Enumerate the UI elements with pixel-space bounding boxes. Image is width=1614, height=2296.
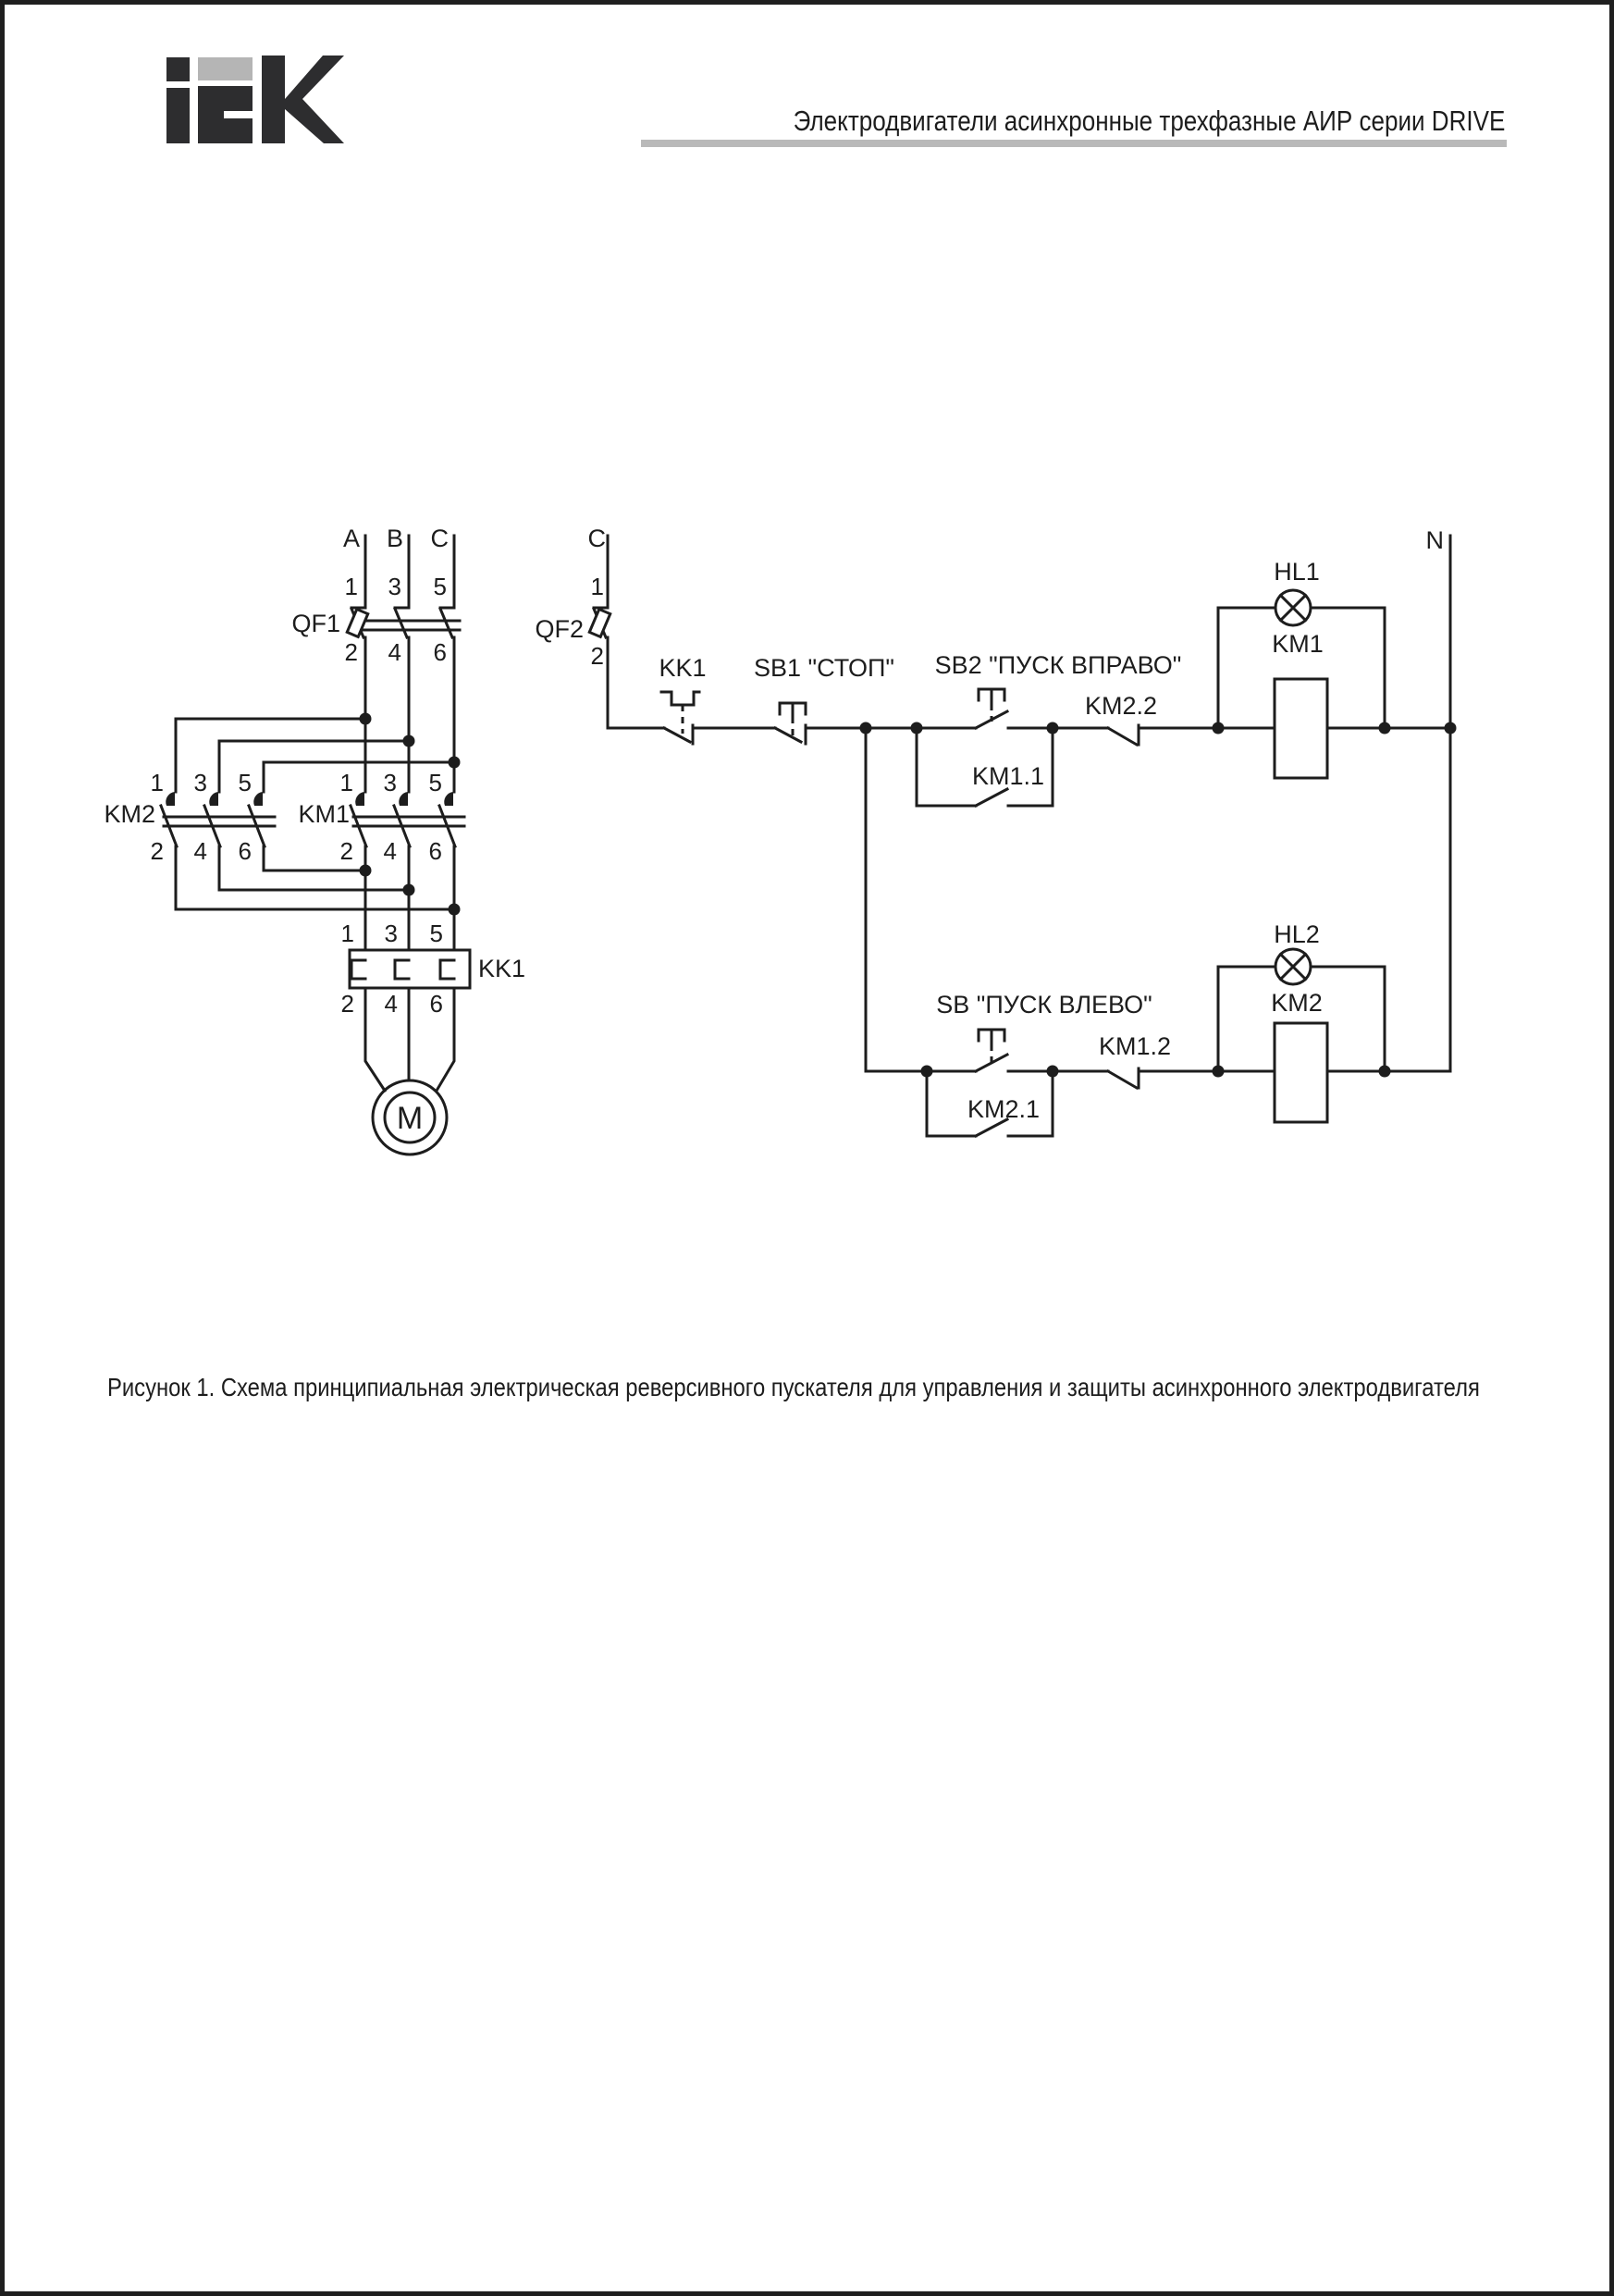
phase-c-label: C: [430, 525, 449, 552]
qf1-terminal-1: 1: [344, 573, 358, 600]
km2-1-label: KM2.1: [967, 1095, 1041, 1123]
qf1-terminal-4: 4: [388, 638, 401, 666]
phase-a-label: A: [342, 525, 360, 552]
control-phase-label: C: [587, 525, 606, 552]
logo-i-stem: [166, 88, 190, 143]
qf1-terminal-5: 5: [433, 573, 447, 600]
qf1-breaker: [291, 573, 460, 666]
km2-terminal-2: 2: [150, 837, 164, 865]
km2-contactor: [104, 769, 275, 909]
qf1-label: QF1: [291, 610, 340, 637]
logo-i-dot: [166, 57, 190, 81]
logo-k-arms: [285, 56, 344, 143]
sb1-stop-button: [754, 654, 894, 744]
km2-terminal-3: 3: [193, 769, 207, 796]
page-header-title: Электродвигатели асинхронные трехфазные АИР серии DRIVE: [793, 105, 1505, 137]
sb-left-label: SB "ПУСК ВЛЕВО": [936, 991, 1152, 1018]
qf2-trip-unit-box: [589, 610, 610, 637]
km2-coil: [1271, 989, 1327, 1122]
km1-label: KM1: [298, 800, 350, 828]
km2-terminal-6: 6: [238, 837, 252, 865]
phase-b-label: B: [386, 525, 403, 552]
qf2-breaker: [535, 525, 610, 728]
km1-terminal-5: 5: [428, 769, 442, 796]
figure-caption: Рисунок 1. Схема принципиальная электрическая реверсивного пускателя для управления и защиты асинхронного электродвигателя: [107, 1373, 1480, 1401]
km1-terminal-3: 3: [383, 769, 397, 796]
km1-terminal-4: 4: [383, 837, 397, 865]
kk1-terminal-3: 3: [384, 920, 398, 947]
kk1-thermal-relay: [341, 920, 526, 1018]
sb1-label: SB1 "СТОП": [754, 654, 894, 682]
hl1-label: HL1: [1274, 558, 1320, 586]
km2-terminal-1: 1: [150, 769, 164, 796]
power-circuit: [104, 525, 525, 1154]
motor-label: M: [396, 1101, 424, 1136]
km2-1-holding-contact: [927, 1071, 1053, 1136]
km2-label: KM2: [104, 800, 155, 828]
kk1-terminal-2: 2: [340, 990, 354, 1018]
km1-terminal-6: 6: [428, 837, 442, 865]
neutral-line: [1426, 526, 1451, 1071]
kk1-contact-label: KK1: [659, 654, 707, 682]
qf1-trip-unit-box: [347, 610, 368, 637]
km1-terminal-2: 2: [339, 837, 353, 865]
km1-terminal-1: 1: [339, 769, 353, 796]
km1-2-interlock-contact: [1099, 1032, 1171, 1088]
kk1-terminal-1: 1: [340, 920, 354, 947]
qf1-terminal-6: 6: [433, 638, 447, 666]
km2-terminal-5: 5: [238, 769, 252, 796]
qf1-terminal-3: 3: [388, 573, 401, 600]
kk1-terminal-4: 4: [384, 990, 398, 1018]
km2-terminal-4: 4: [193, 837, 207, 865]
neutral-label: N: [1425, 526, 1444, 554]
logo-k-stem: [262, 56, 285, 143]
kk1-nc-contact: [659, 654, 706, 744]
km2-coil-label: KM2: [1271, 989, 1323, 1017]
kk1-terminal-6: 6: [429, 990, 443, 1018]
km2-feed-wiring: [176, 713, 461, 793]
logo-e-top-bar: [198, 57, 253, 80]
iek-logo: [166, 56, 344, 143]
control-circuit: [535, 525, 1456, 1136]
qf2-label: QF2: [535, 615, 584, 643]
kk1-label: KK1: [478, 955, 526, 982]
qf2-terminal-1: 1: [590, 573, 604, 600]
header-divider: [641, 140, 1507, 147]
km2-2-label: KM2.2: [1084, 692, 1158, 720]
km1-1-holding-contact: [917, 728, 1053, 806]
qf1-terminal-2: 2: [344, 638, 358, 666]
km1-coil: [1272, 630, 1327, 778]
km1-2-label: KM1.2: [1098, 1032, 1172, 1060]
km1-coil-label: KM1: [1272, 630, 1324, 658]
km1-1-label: KM1.1: [971, 762, 1045, 790]
kk1-terminal-5: 5: [429, 920, 443, 947]
logo-e-block: [198, 86, 253, 143]
km2-2-interlock-contact: [1085, 692, 1157, 745]
qf2-terminal-2: 2: [590, 642, 604, 670]
sb2-label: SB2 "ПУСК ВПРАВО": [934, 651, 1182, 679]
hl2-label: HL2: [1274, 920, 1320, 948]
